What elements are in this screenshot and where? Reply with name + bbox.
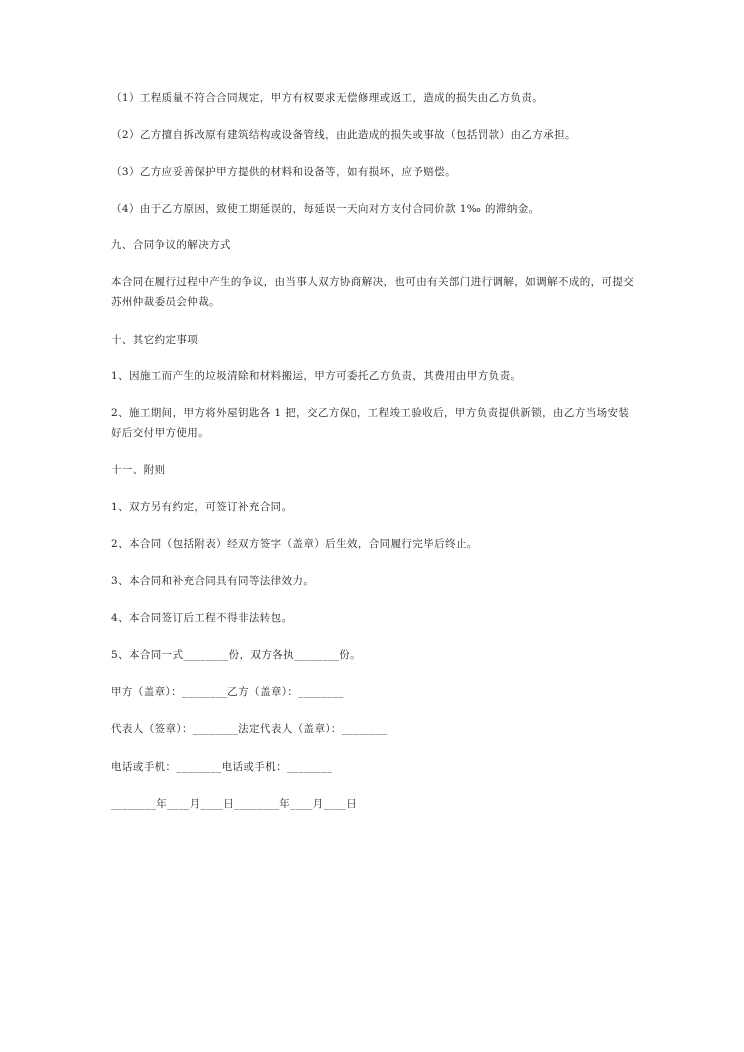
section-10-heading: 十、其它约定事项 [111, 334, 199, 346]
section-11-item-3: 3、本合同和补充合同具有同等法律效力。 [111, 575, 315, 587]
section-11-item-1: 1、双方另有约定，可签订补充合同。 [111, 501, 293, 513]
section-11-heading: 十一、附则 [111, 464, 166, 476]
dates-line: ________年____月____日________年____月____日 [111, 798, 358, 810]
section-11-item-5: 5、本合同一式________份，双方各执________份。 [111, 649, 362, 661]
section-9-heading: 九、合同争议的解决方式 [111, 239, 231, 251]
clause-8-item-1: （1）工程质量不符合合同规定，甲方有权要求无偿修理或返工，造成的损失由乙方负责。 [111, 92, 544, 104]
section-11-item-2: 2、本合同（包括附表）经双方签字（盖章）后生效，合同履行完毕后终止。 [111, 538, 478, 550]
section-9-text: 本合同在履行过程中产生的争议，由当事人双方协商解决，也可由有关部门进行调解，如调解不成的，可提交苏州仲裁委员会仲裁。 [111, 276, 635, 308]
section-10-item-2: 2、施工期间，甲方将外屋钥匙各 1 把，交乙方保▯，工程竣工验收后，甲方负责提供新锁，由乙方当场安装好后交付甲方使用。 [111, 407, 630, 439]
clause-8-item-4: （4）由于乙方原因，致使工期延误的，每延误一天向对方支付合同价款 1‰ 的滞纳金。 [111, 203, 540, 215]
representatives-line: 代表人（签章）：________法定代表人（盖章）：________ [111, 723, 388, 735]
clause-8-item-2: （2）乙方擅自拆改原有建筑结构或设备管线，由此造成的损失或事故（包括罚款）由乙方承担。 [111, 129, 576, 141]
section-11-item-4: 4、本合同签订后工程不得非法转包。 [111, 612, 293, 624]
section-10-item-1: 1、因施工而产生的垃圾清除和材料搬运，甲方可委托乙方负责，其费用由甲方负责。 [111, 370, 522, 382]
party-stamps-line: 甲方（盖章）：________乙方（盖章）：________ [111, 686, 344, 698]
phones-line: 电话或手机：________电话或手机：________ [111, 761, 333, 773]
clause-8-item-3: （3）乙方应妥善保护甲方提供的材料和设备等，如有损坏，应予赔偿。 [111, 166, 456, 178]
